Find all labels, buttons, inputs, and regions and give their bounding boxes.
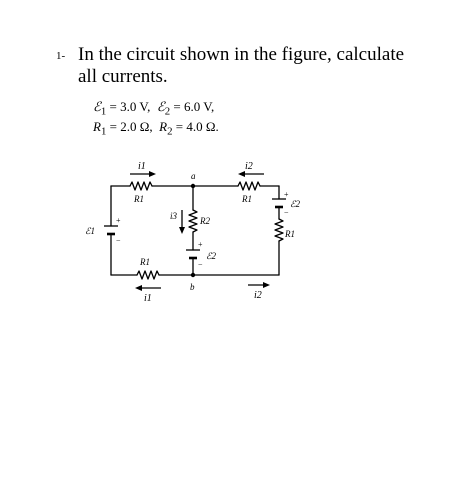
question-number: 1-	[56, 50, 66, 62]
sign-plus-middle: +	[198, 240, 203, 249]
sign-minus-right: −	[284, 208, 289, 217]
resistor-bottom	[137, 271, 159, 279]
resistor-top-right	[238, 182, 260, 190]
emf1-subscript: 1	[100, 105, 107, 118]
given-values-resistance	[93, 119, 219, 138]
arrow-i2-bottom-head	[263, 282, 270, 288]
node-b-dot	[191, 273, 195, 277]
label-i3: i3	[170, 211, 178, 221]
given-values-emf	[93, 99, 214, 118]
r1-value: = 2.0 Ω,	[106, 119, 153, 134]
question-line-2: all currents.	[78, 66, 168, 87]
arrow-i3-head	[179, 227, 185, 234]
r1-symbol: R	[93, 119, 101, 134]
sign-minus-e1: −	[116, 236, 121, 245]
sign-plus-e1: +	[116, 216, 121, 225]
emf2-value: = 6.0 V,	[170, 99, 215, 114]
sign-minus-middle: −	[198, 260, 203, 269]
resistor-top-left	[130, 182, 152, 190]
label-r1-top-left: R1	[134, 194, 144, 204]
arrow-i1-top-head	[149, 171, 156, 177]
label-r1-right: R1	[285, 229, 295, 239]
arrow-i2-top-head	[238, 171, 245, 177]
r2-symbol: R	[159, 119, 168, 134]
label-i1-top: i1	[138, 161, 146, 172]
label-i2-bottom: i2	[254, 290, 262, 301]
label-emf1: ℰ1	[85, 226, 95, 236]
resistor-right	[275, 219, 283, 241]
r2-subscript: 2	[167, 125, 173, 138]
label-node-a: a	[191, 171, 196, 181]
question-line-1: In the circuit shown in the figure, calculate	[78, 44, 405, 65]
label-r2: R2	[200, 216, 210, 226]
emf1-value: = 3.0 V,	[106, 99, 151, 114]
label-emf2-right: ℰ2	[290, 199, 300, 209]
label-i1-bottom: i1	[144, 293, 152, 304]
label-r1-bottom: R1	[140, 257, 150, 267]
r1-subscript: 1	[100, 125, 107, 138]
arrow-i1-bottom-head	[135, 285, 142, 291]
emf1-symbol: ℰ	[93, 99, 101, 114]
label-emf2-middle: ℰ2	[206, 251, 216, 261]
r2-value: = 4.0 Ω.	[172, 119, 219, 134]
node-a-dot	[191, 184, 195, 188]
resistor-middle	[189, 210, 197, 232]
circuit-diagram	[80, 155, 310, 310]
emf2-symbol: ℰ	[156, 99, 165, 114]
emf2-subscript: 2	[164, 105, 171, 118]
sign-plus-right: +	[284, 190, 289, 199]
label-r1-top-right: R1	[242, 194, 252, 204]
label-i2-top: i2	[245, 161, 253, 172]
label-node-b: b	[190, 282, 195, 292]
